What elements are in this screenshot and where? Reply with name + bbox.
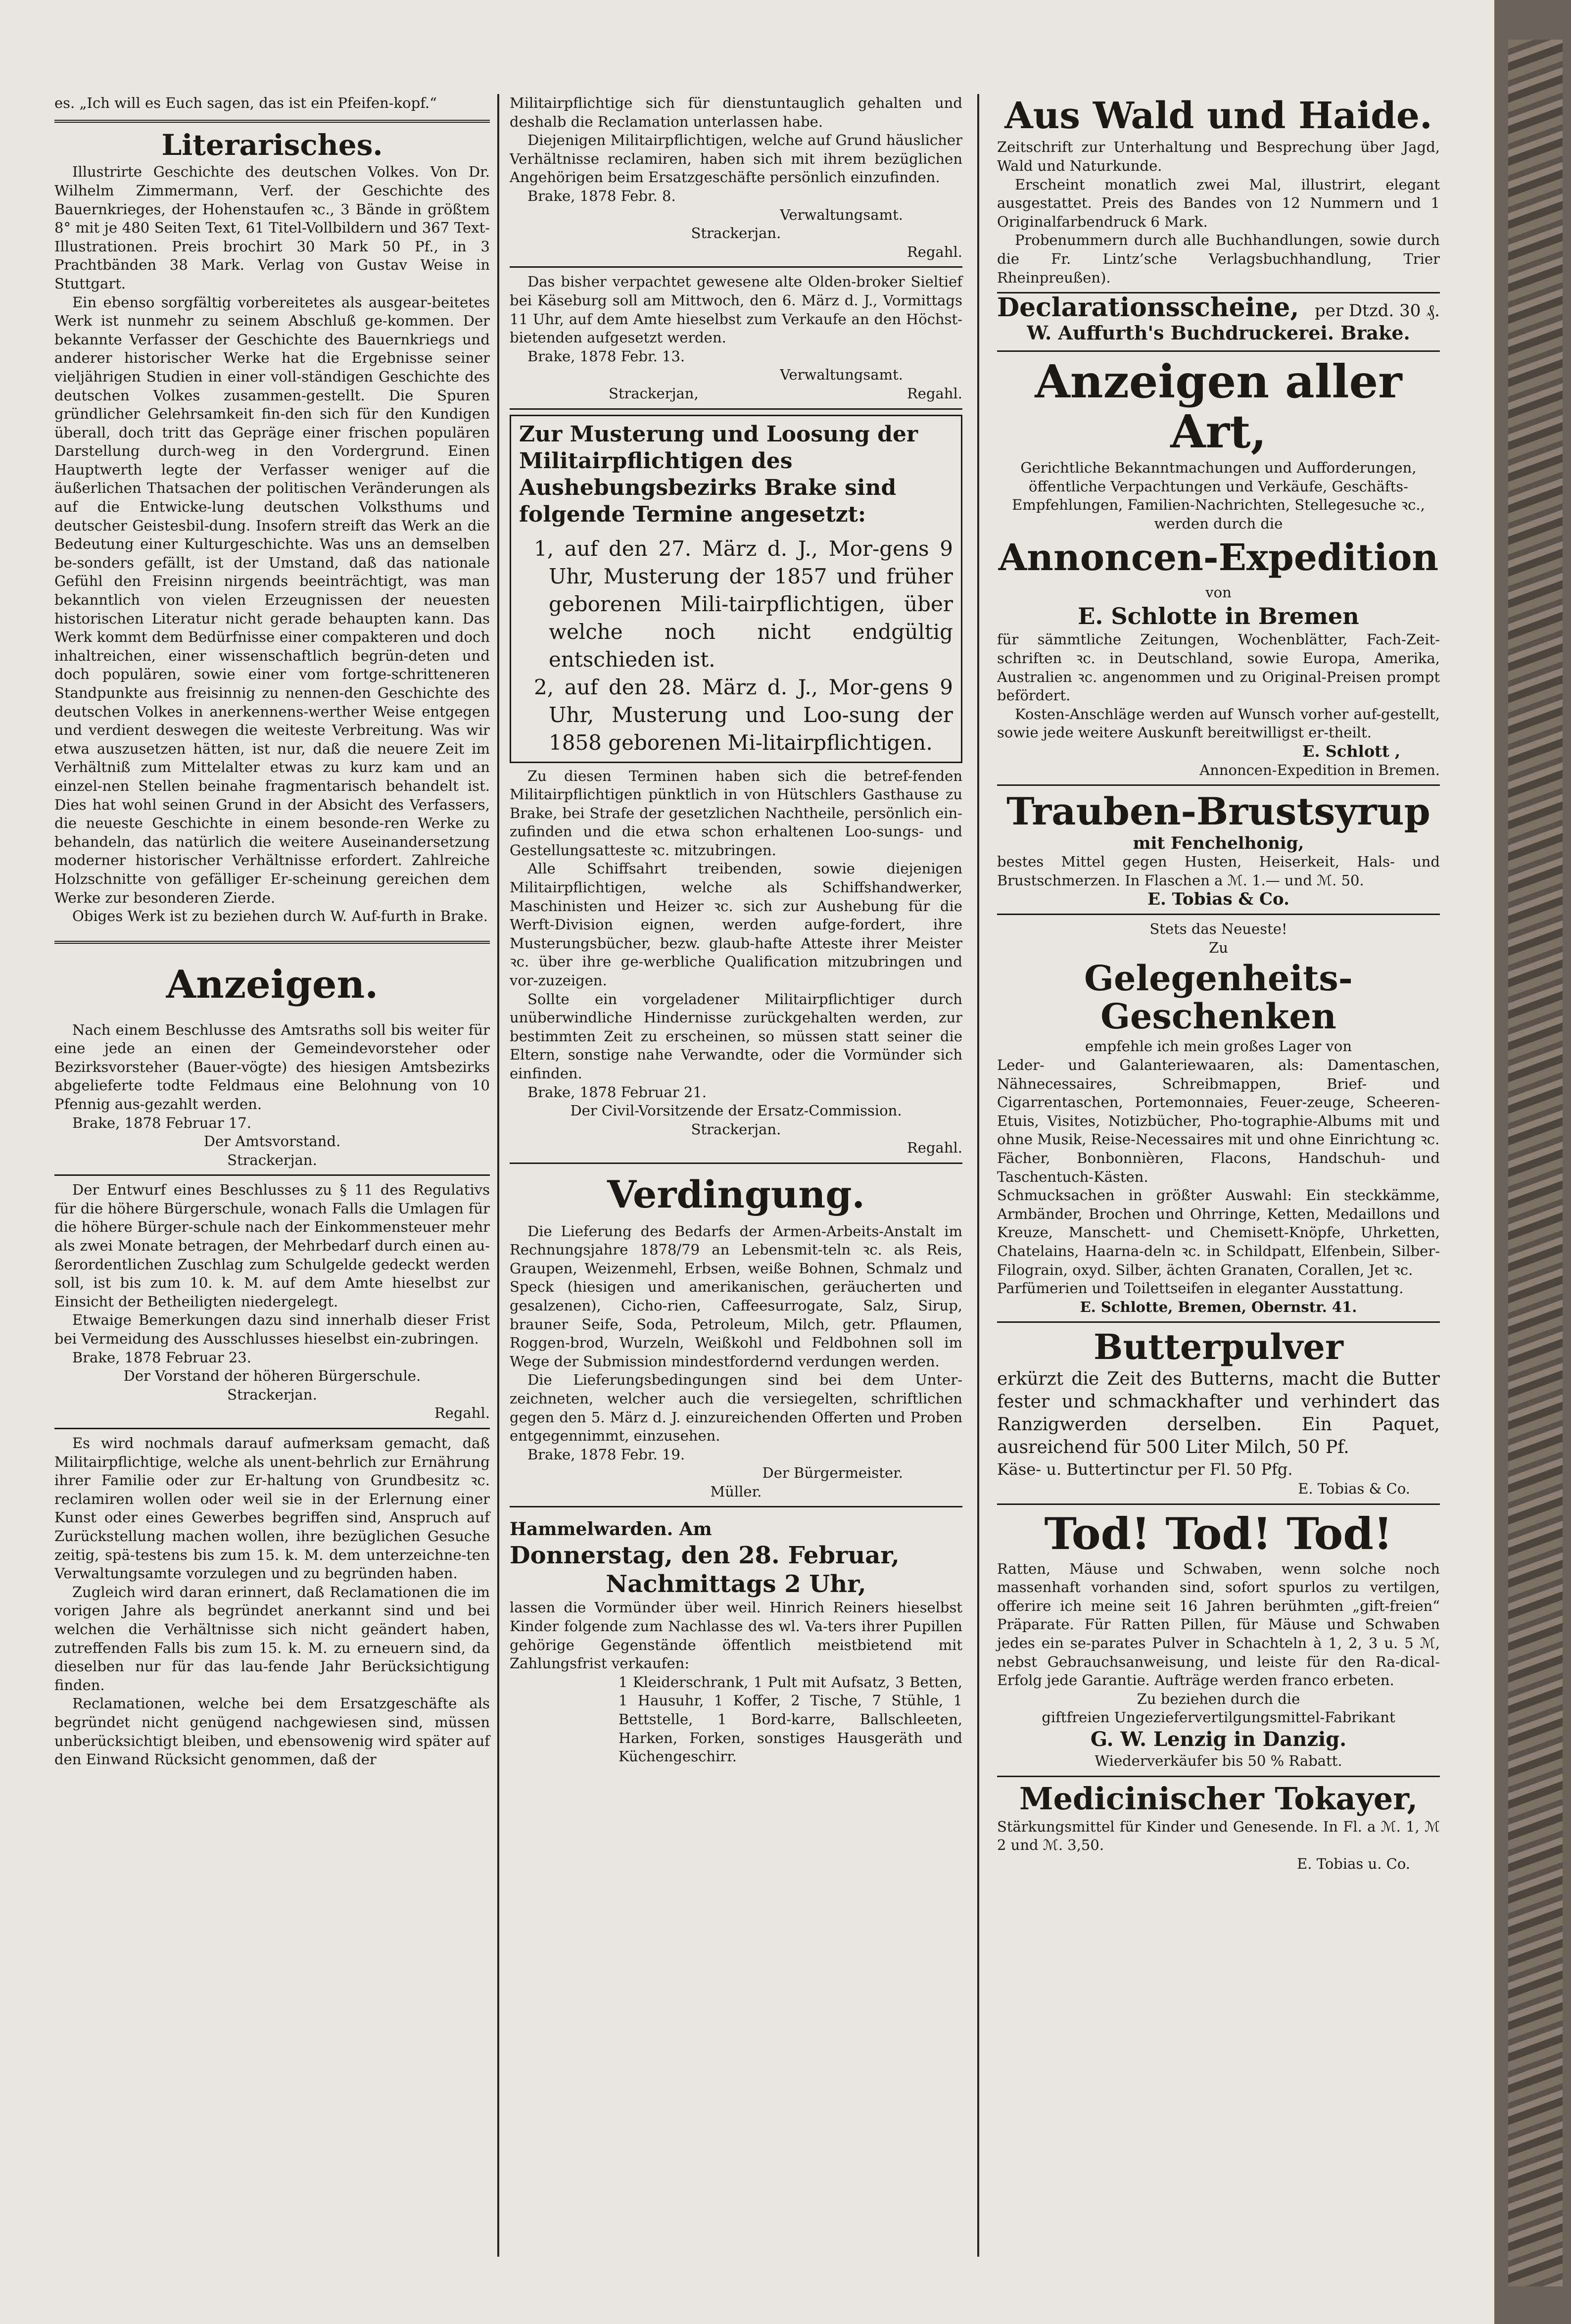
muster-signature-2: Regahl. xyxy=(906,1139,962,1157)
ad-text-3: Probenummern durch alle Buchhandlungen, sowie durch die Fr. Lintz’sche Verlagsbuchhandlung, Trier Rheinpreußen). xyxy=(997,232,1440,286)
notice-date: Brake, 1878 Februar 17. xyxy=(72,1114,251,1131)
literary-heading: Literarisches. xyxy=(161,128,383,162)
notice-rule xyxy=(510,1506,962,1507)
ad-text: Zeitschrift zur Unterhaltung und Besprechung über Jagd, Wald und Naturkunde. xyxy=(997,139,1440,174)
ad-text-4: Fächer, Bonbonnièren, Flacons, Handschuh- und Taschentuch-Kästen. xyxy=(997,1149,1440,1185)
ad-signature-2: Annoncen-Expedition in Bremen. xyxy=(1199,761,1440,778)
notice-text: Es wird nochmals darauf aufmerksam gemacht, daß Militairpflichtige, welche als unent-behrlich zur Ernährung ihrer Familie oder zur Er-haltung von Grundbesitz ꝛc. reclamiren wollen oder weil sie in der Erlernung einer Kunst oder eines Gewerbes begriffen sind, Anspruch auf Zurückstellung machen wollen, ihre bezüglichen Gesuche zeitig, spä-testens bis zum 15. k. M. dem unterzeichne-ten Verwaltungsamte vorzulegen und zu begründen haben. xyxy=(54,1435,490,1582)
notice-text-3: Reclamationen, welche bei dem Ersatzgeschäfte als begründet nicht genügend nachgewiesen sind, müssen unberücksichtigt bleiben, und ebensowenig wird später auf den Einwand Rücksicht genommen, daß der xyxy=(54,1695,490,1768)
ad-von: von xyxy=(1205,583,1232,601)
literary-intro: Illustrirte Geschichte des deutschen Volkes. Von Dr. Wilhelm Zimmermann, Verf. der Geschichte des Bauernkrieges, der Hohenstaufen ꝛc., 3 Bände in größtem 8° mit je 480 Seiten Text, 61 Titel-Vollbildern und 367 Text-Illustrationen. Preis brochirt 30 Mark 50 Pf., in 3 Prachtbänden 38 Mark. Verlag von Gustav Weise in Stuttgart. xyxy=(54,163,490,292)
ad-text-3: Leder- und Galanteriewaaren, als: Damentaschen, Nähnecessaires, Schreibmappen, Brief- und Cigarrentaschen, Portemonnaies, Feuer-zeuge, Scheeren-Etuis, Visites, Notizbücher, Pho-tographie-Albums mit und ohne Musik, Reise-Necessaires mit und ohne Einrichtung ꝛc. xyxy=(997,1056,1440,1148)
ad-text: Gerichtliche Bekanntmachungen und Aufforderungen, öffentliche Verpachtungen und Verkäufe, Geschäfts-Empfehlungen, Familien-Nachrichten, Stellegesuche ꝛc., werden durch die xyxy=(1012,459,1425,532)
ad-title: Aus Wald und Haide. xyxy=(1004,95,1432,137)
muster-text-3: Sollte ein vorgeladener Militairpflichtiger durch unüberwindliche Hindernisse zurückgehalten werden, zur bestimmten Zeit zu erscheinen, so müssen statt seiner die Eltern, sonstige nahe Verwandte, oder die Vormünder sich einfinden. xyxy=(510,990,962,1082)
notice-text-2: Etwaige Bemerkungen dazu sind innerhalb dieser Frist bei Vermeidung des Ausschlusses hieselbst ein-zubringen. xyxy=(54,1311,490,1348)
ad-title: Declarationsscheine, xyxy=(997,292,1299,323)
signature-name-2: Regahl. xyxy=(906,385,962,402)
marbled-cover xyxy=(1508,40,1563,2286)
notice-rule xyxy=(510,408,962,410)
notice-reclamation-continued xyxy=(510,94,962,261)
notice-text: Der Entwurf eines Beschlusses zu § 11 des Regulativs für die höhere Bürgerschule, wonach Falls die Umlagen für die höhere Bürger-schule nach der Einkommensteuer mehr als zwei Monate betragen, der Mehrbedarf durch einen au-ßerordentlichen Zuschlag zum Schulgelde gedeckt werden soll, ist bis zum 10. k. M. auf dem Amte hieselbst zur Einsicht der Betheiligten niedergelegt. xyxy=(54,1181,490,1310)
ad-text: Stärkungsmittel für Kinder und Genesende. In Fl. a ℳ. 1, ℳ 2 und ℳ. 3,50. xyxy=(997,1818,1440,1854)
notice-rule xyxy=(54,1428,490,1429)
notice-tender xyxy=(510,1174,962,1501)
auction-time: Nachmittags 2 Uhr, xyxy=(606,1570,866,1598)
muster-authority: Der Civil-Vorsitzende der Ersatz-Commission. xyxy=(570,1102,902,1119)
ad-gelegenheits-geschenke xyxy=(997,920,1440,1316)
notice-authority: Der Amtsvorstand. xyxy=(203,1133,341,1150)
column-1 xyxy=(54,94,490,1769)
notice-text: Das bisher verpachtet gewesene alte Olden-broker Sieltief bei Käseburg soll am Mittwoch, den 6. März d. J., Vormittags 11 Uhr, auf dem Amte hieselbst zum Verkaufe an den Höchst-bietenden aufgesetzt werden. xyxy=(510,273,962,346)
notice-rule xyxy=(510,1162,962,1164)
ad-subtitle: mit Fenchelhonig, xyxy=(1133,833,1304,853)
ad-rule xyxy=(997,784,1440,786)
ad-firm: E. Tobias & Co. xyxy=(1147,889,1289,909)
auction-text: lassen die Vormünder über weil. Hinrich Reiners hieselbst Kinder folgende zum Nachlasse des wl. Va-ters ihrer Pupillen gehörige Gegenstände öffentlich meistbietend mit Zahlungsfrist verkaufen: xyxy=(510,1599,962,1672)
tender-authority: Der Bürgermeister. xyxy=(762,1464,903,1482)
ad-line xyxy=(997,292,1440,323)
ad-title: Trauben-Brustsyrup xyxy=(1006,789,1430,834)
ad-title: Medicinischer Tokayer, xyxy=(1019,1780,1418,1817)
ad-text-3: giftfreien Ungeziefervertilgungsmittel-Fabrikant xyxy=(1042,1709,1395,1726)
section-rule xyxy=(54,120,490,123)
ad-wald-und-haide xyxy=(997,96,1440,287)
notice-sieltief xyxy=(510,273,962,403)
section-rule xyxy=(54,941,490,944)
tender-heading: Verdingung. xyxy=(607,1172,865,1216)
ad-rule xyxy=(997,1776,1440,1777)
literary-review: Ein ebenso sorgfältig vorbereitetes als ausgear-beitetes Werk ist nunmehr zu seinem Abschluß ge-kommen. Der bekannte Verfasser der Geschichte des Bauernkriegs und anderer historischer Werke hat die Ergebnisse seiner vieljährigen Studien in einer voll-ständigen Geschichte des deutschen Volkes zusammen-gestellt. Die Spuren gründlicher Gelehrsamkeit fin-den sich für den Kundigen überall, doch tritt das Gepräge einer frischen populären Darstellung durch-weg in den Vordergrund. Einen Hauptwerth legte der Verfasser weniger auf die äußerlichen Thatsachen der politischen Veränderungen als auf die Entwicke-lung deutschen Volksthums und deutscher Geistesbil-dung. Insofern streift das Werk an die Bedeutung einer Kulturgeschichte. Was uns an demselben be-sonders gefällt, ist der Umstand, daß das nationale Gefühl den Freisinn nirgends beeinträchtigt, was man bekanntlich von vielen Erzeugnissen der neuesten historischen Literatur nicht gerade behaupten kann. Das Werk kommt dem Bedürfnisse einer compakteren und doch inhaltreichen, einer wissenschaftlich begrün-deten und doch populären, sowie einer vom fortge-schritteneren Standpunkte aus freisinnig zu nennen-den Geschichte des deutschen Volkes in anerkennens-werther Weise entgegen und verdient deswegen die weiteste Verbreitung. Was wir etwa auszusetzen hätten, ist nur, daß die neuere Zeit im Verhältniß zum Mittelalter etwas zu kurz kam und an einzel-nen Stellen beinahe fragmentarisch behandelt ist. Dies hat wohl seinen Grund in der Absicht des Verfassers, die neueste Geschichte in einem besonde-ren Werke zu behandeln, das natürlich die weitere Auseinandersetzung moderner historischer Verhältnisse erfordert. Zahlreiche Holzschnitte von gefälliger Er-scheinung gereichen dem Werke zur besonderen Zierde. xyxy=(54,293,490,906)
ad-rule xyxy=(997,350,1440,352)
auction-items: 1 Kleiderschrank, 1 Pult mit Aufsatz, 3 Betten, 1 Hausuhr, 1 Koffer, 2 Tische, 7 Stühle, 1 Bettstelle, 1 Bord-karre, Ballschleeten, Harken, Forken, sonstiges Hausgeräth und Küchengeschirr. xyxy=(619,1673,962,1765)
literary-source: Obiges Werk ist zu beziehen durch W. Auf-furth in Brake. xyxy=(72,908,488,925)
muster-heading: Zur Musterung und Loosung der Militairpflichtigen des Aushebungsbezirks Brake sind folgende Termine angesetzt: xyxy=(519,421,918,527)
ad-text: Ratten, Mäuse und Schwaben, wenn solche noch massenhaft vorhanden sind, sofort spurlos zu vertilgen, offerire ich meine seit 16 Jahren berühmten „gift-freien“ Präparate. Für Ratten Pillen, für Mäuse und Schwaben jedes ein se-parates Pulver in Schachteln à 1, 2, 3 u. 5 ℳ, nebst Gebrauchsanweisung, und leiste für den Ra-dical-Erfolg jede Garantie. Aufträge werden franco erbeten. xyxy=(997,1560,1440,1689)
ad-text: erkürzt die Zeit des Butterns, macht die Butter fester und schmackhafter und verhindert das Ranzigwerden derselben. Ein Paquet, ausreichend für 500 Liter Milch, 50 Pf. xyxy=(997,1369,1440,1458)
tender-text: Die Lieferung des Bedarfs der Armen-Arbeits-Anstalt im Rechnungsjahre 1878/79 an Lebensmit-teln ꝛc. als Reis, Graupen, Weizenmehl, Erbsen, weiße Bohnen, Schmalz und Speck (hiesigen und amerikanischen, geräucherten und gesalzenen), Cicho-rien, Caffeesurrogate, Salz, Sirup, brauner Seife, Soda, Petroleum, Milch, getr. Pflaumen, Roggen-brod, Wurzeln, Weißkohl und Feldbohnen soll im Wege der Submission mindestfordernd verdungen werden. xyxy=(510,1222,962,1370)
muster-text: Zu diesen Terminen haben sich die betref-fenden Militairpflichtigen pünktlich in von Hütschlers Gasthause zu Brake, bei Strafe der gesetzlichen Nachtheile, persönlich ein-zufinden und die etwa schon erhaltenen Loo-sungs- und Gestellungsatteste ꝛc. mitzubringen. xyxy=(510,767,962,859)
column-divider xyxy=(977,94,979,2257)
ad-declaration-forms xyxy=(997,292,1440,345)
column-2 xyxy=(510,94,962,1766)
column-divider xyxy=(497,94,499,2257)
notice-authority: Verwaltungsamt. xyxy=(780,206,903,223)
notice-signature: Strackerjan. xyxy=(691,225,781,242)
ad-text-3: Kosten-Anschläge werden auf Wunsch vorher auf-gestellt, sowie jede weitere Auskunft bereitwilligst er-theilt. xyxy=(997,705,1440,741)
ad-text: bestes Mittel gegen Husten, Heiserkeit, Hals- und Brustschmerzen. In Flaschen a ℳ. 1.— und ℳ. 50. xyxy=(997,853,1440,889)
ad-title: Gelegenheits-Geschenken xyxy=(1084,958,1353,1037)
book-edge xyxy=(1494,0,1571,2324)
ad-rule xyxy=(997,1321,1440,1323)
column-3 xyxy=(997,94,1440,1874)
ad-rule xyxy=(997,1503,1440,1505)
auction-date: Donnerstag, den 28. Februar, xyxy=(510,1542,900,1570)
notice-text-2: Zugleich wird daran erinnert, daß Reclamationen die im vorigen Jahre als begründet anerkannt sind und bei welchen die Verhältnisse sich nicht geändert haben, zutreffenden Falls bis zum 15. k. M. zu erneuern sind, da dieselben nur für das lau-fende Jahr Berücksichtigung finden. xyxy=(54,1583,490,1694)
ad-price: per Dtzd. 30 ₰. xyxy=(1314,301,1440,321)
ad-text-2: Erscheint monatlich zwei Mal, illustrirt, elegant ausgestattet. Preis des Bandes von 12 Nummern und 1 Originalfarbendruck 6 Mark. xyxy=(997,176,1440,230)
tender-text-2: Die Lieferungsbedingungen sind bei dem Unter-zeichneten, welcher auch die versiegelten, schriftlichen gegen den 5. März d. J. einzureichenden Offerten und Proben entgegennimmt, einzusehen. xyxy=(510,1371,962,1445)
ad-tod xyxy=(997,1507,1440,1771)
ad-text-2: empfehle ich mein großes Lager von xyxy=(1085,1038,1352,1055)
ad-title: Anzeigen aller Art, xyxy=(1035,354,1402,458)
tender-signature: Müller. xyxy=(710,1483,762,1500)
top-text: es. „Ich will es Euch sagen, das ist ein Pfeifen-kopf.“ xyxy=(54,95,437,111)
muster-date: Brake, 1878 Februar 21. xyxy=(527,1083,707,1101)
notice-rule xyxy=(510,266,962,268)
ad-title: Butterpulver xyxy=(1094,1326,1343,1368)
ad-signature: E. Schlotte, Bremen, Obernstr. 41. xyxy=(1080,1298,1357,1315)
ad-text-5: Schmucksachen in größter Auswahl: Ein steckkämme, Armbänder, Brochen und Ohrringe, Ketten, Medaillons und Kreuze, Manschett- und Chemisett-Knöpfe, Uhrketten, Chatelains, Haarna-deln ꝛc. in Schildpatt, Elfenbein, Silber-Filograin, oxyd. Silber, ächten Granaten, Corallen, Jet ꝛc. xyxy=(997,1187,1440,1278)
ad-tokayer xyxy=(997,1782,1440,1874)
ad-text-4: Wiederverkäufer bis 50 % Rabatt. xyxy=(1095,1752,1342,1770)
notice-signature: Strackerjan. xyxy=(227,1151,317,1168)
auction-place: Hammelwarden. Am xyxy=(510,1519,712,1540)
notice-date: Brake, 1878 Februar 23. xyxy=(72,1349,251,1366)
ad-firm: E. Schlotte in Bremen xyxy=(1078,603,1359,630)
ad-text-2: Zu beziehen durch die xyxy=(1137,1690,1300,1707)
notice-text: Militairpflichtige sich für dienstuntauglich gehalten und deshalb die Reclamation unterlassen habe. xyxy=(510,95,962,130)
muster-text-2: Alle Schiffsahrt treibenden, sowie diejenigen Militairpflichtigen, welche als Schiffshandwerker, Maschinisten und Heizer ꝛc. sich zur Aushebung für die Werft-Division eignen, werden aufge-fordert, ihre Musterungsbücher, bezw. glaub-hafte Atteste ihrer Meister ꝛc. über ihre ge-werbliche Qualification mitzubringen und vor-zuzeigen. xyxy=(510,860,962,989)
ad-trauben-brustsyrup xyxy=(997,791,1440,909)
ad-zu: Zu xyxy=(1209,939,1228,956)
notice-text: Nach einem Beschlusse des Amtsraths soll bis weiter für eine jede an einen der Gemeindevorsteher oder Bezirksvorsteher (Bauer-vögte) des hiesigen Amtsbezirks abgelieferte todte Feldmaus eine Belohnung von 10 Pfennig aus-gezahlt werden. xyxy=(54,1021,490,1113)
notice-signature xyxy=(510,385,962,403)
ads-heading: Anzeigen. xyxy=(166,962,379,1007)
ad-annoncen-expedition xyxy=(997,354,1440,779)
ad-text-6: Parfümerien und Toilettseifen in eleganter Ausstattung. xyxy=(997,1280,1404,1297)
notice-date: Brake, 1878 Febr. 8. xyxy=(527,187,676,204)
ad-text-2: für sämmtliche Zeitungen, Wochenblätter, Fach-Zeit-schriften ꝛc. in Deutschland, sowie Europa, Amerika, Australien ꝛc. angenommen und zu Original-Preisen prompt befördert. xyxy=(997,631,1440,704)
muster-item-2: 2, auf den 28. März d. J., Mor-gens 9 Uhr, Musterung und Loo-sung der 1858 geborenen Mi-litairpflichtigen. xyxy=(534,675,953,755)
ad-title: Tod! Tod! Tod! xyxy=(1044,1507,1393,1559)
ad-butterpulver xyxy=(997,1328,1440,1499)
ad-signature: E. Schlott , xyxy=(1302,742,1400,761)
notice-signature-2: Regahl. xyxy=(434,1404,490,1422)
ad-firm: G. W. Lenzig in Danzig. xyxy=(1090,1728,1347,1751)
tender-date: Brake, 1878 Febr. 19. xyxy=(527,1446,685,1463)
notice-signature-2: Regahl. xyxy=(906,243,962,260)
notice-school-levy xyxy=(54,1181,490,1423)
notice-text-2: Diejenigen Militairpflichtigen, welche auf Grund häuslicher Verhältnisse reclamiren, haben sich mit ihrem bezüglichen Angehörigen beim Ersatzgeschäfte persönlich einzufinden. xyxy=(510,132,962,186)
notice-signature: Strackerjan. xyxy=(227,1386,317,1403)
notice-date: Brake, 1878 Febr. 13. xyxy=(527,347,685,365)
ad-text-2: Käse- u. Buttertinctur per Fl. 50 Pfg. xyxy=(997,1460,1293,1479)
notice-rule xyxy=(54,1174,490,1176)
ad-text: Stets das Neueste! xyxy=(1149,920,1287,938)
notice-field-mice xyxy=(54,1021,490,1170)
ad-firm: W. Auffurth's Buchdruckerei. Brake. xyxy=(1027,321,1410,344)
notice-authority: Verwaltungsamt. xyxy=(780,366,903,384)
muster-notice-box xyxy=(510,415,962,763)
ad-firm: E. Tobias u. Co. xyxy=(1297,1855,1410,1872)
ad-rule xyxy=(997,914,1440,915)
notice-auction xyxy=(510,1517,962,1766)
muster-signature: Strackerjan. xyxy=(691,1120,781,1138)
ad-title-2: Annoncen-Expedition xyxy=(998,536,1439,580)
muster-item-1: 1, auf den 27. März d. J., Mor-gens 9 Uhr, Musterung der 1857 und früher geborenen Mili-tairpflichtigen, über welche noch nicht endgültig entschieden ist. xyxy=(534,536,953,672)
notice-reclamation xyxy=(54,1434,490,1769)
signature-name: Strackerjan, xyxy=(609,385,699,402)
ad-firm: E. Tobias & Co. xyxy=(1298,1480,1410,1498)
notice-authority: Der Vorstand der höheren Bürgerschule. xyxy=(123,1367,421,1385)
